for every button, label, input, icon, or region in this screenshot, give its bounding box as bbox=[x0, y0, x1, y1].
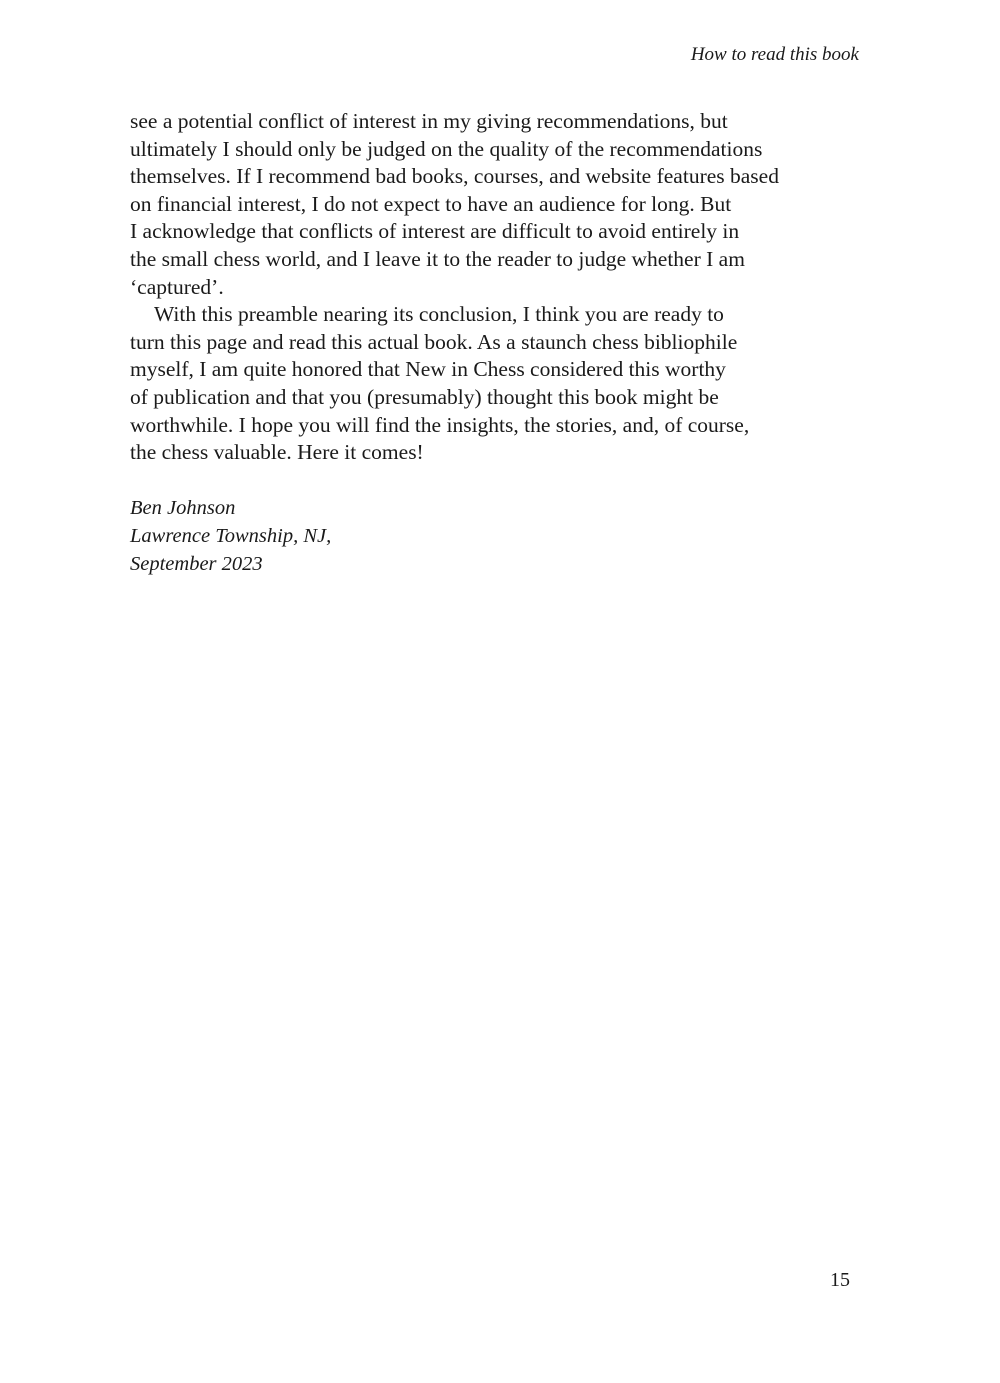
paragraph-1 bbox=[130, 108, 875, 301]
text-line: ‘captured’. bbox=[130, 274, 224, 299]
signature-block bbox=[130, 494, 331, 578]
author-location: Lawrence Township, NJ, bbox=[130, 525, 332, 547]
body-text bbox=[130, 108, 875, 467]
text-line: ultimately I should only be judged on the quality of the recommendations bbox=[130, 136, 763, 161]
text-line: themselves. If I recommend bad books, courses, and website features based bbox=[130, 164, 779, 189]
text-line: of publication and that you (presumably) thought this book might be bbox=[130, 384, 719, 409]
text-line: the small chess world, and I leave it to the reader to judge whether I am bbox=[130, 246, 745, 271]
text-line: I acknowledge that conflicts of interest are difficult to avoid entirely in bbox=[130, 219, 740, 244]
signature-date: September 2023 bbox=[130, 553, 263, 575]
page-number: 15 bbox=[830, 1269, 850, 1291]
text-line: the chess valuable. Here it comes! bbox=[130, 440, 424, 465]
text-line: worthwhile. I hope you will find the insights, the stories, and, of course, bbox=[130, 412, 750, 437]
text-line: turn this page and read this actual book. As a staunch chess bibliophile bbox=[130, 329, 738, 354]
text-line: myself, I am quite honored that New in Chess considered this worthy bbox=[130, 357, 726, 382]
text-line: on financial interest, I do not expect to have an audience for long. But bbox=[130, 191, 732, 216]
text-line: With this preamble nearing its conclusion, I think you are ready to bbox=[154, 302, 724, 327]
running-header: How to read this book bbox=[690, 44, 859, 65]
text-line: see a potential conflict of interest in my giving recommendations, but bbox=[130, 109, 728, 133]
author-name: Ben Johnson bbox=[130, 497, 236, 519]
paragraph-2 bbox=[130, 301, 875, 467]
